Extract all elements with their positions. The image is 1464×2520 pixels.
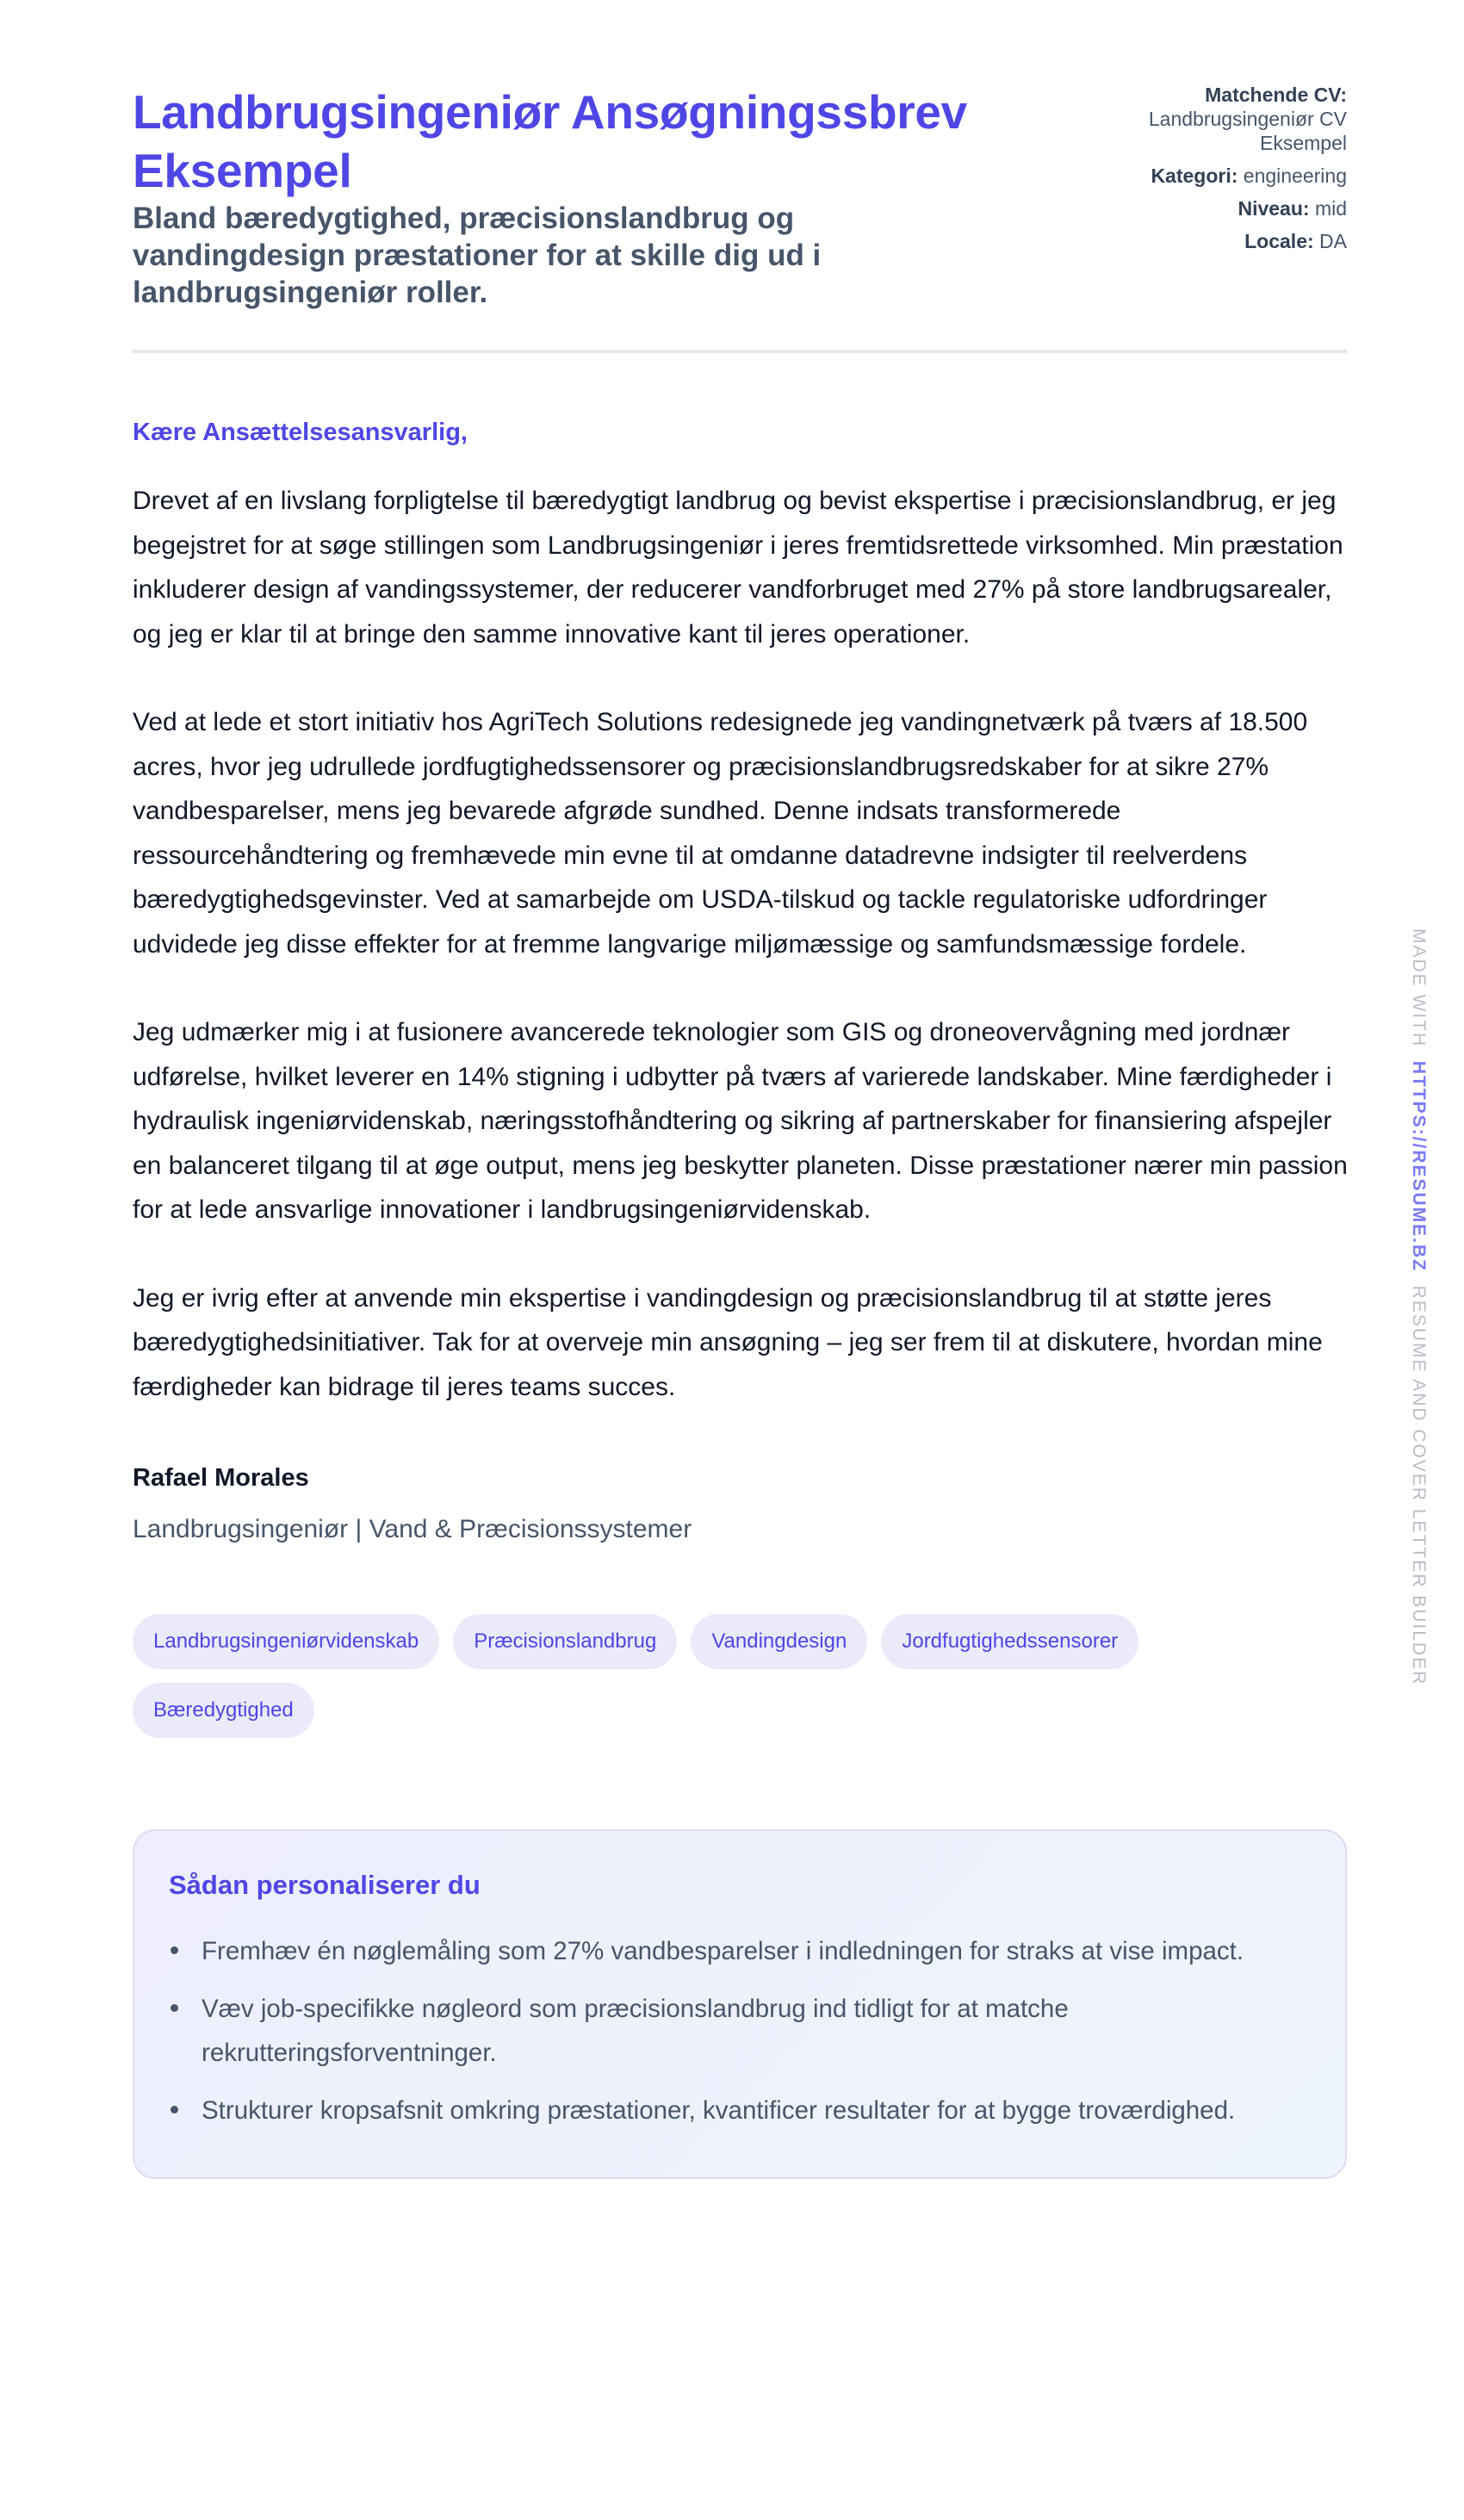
tip-text: Strukturer kropsafsnit omkring præstationer, kvantificer resultater for at bygge troværdighed. <box>202 2096 1236 2125</box>
meta-locale-value: DA <box>1319 230 1347 252</box>
tip-text: Væv job-specifikke nøgleord som præcisionslandbrug ind tidligt for at matche rekrutteringsforventninger. <box>202 1995 1069 2067</box>
tip-item <box>169 1987 1271 2075</box>
skill-tag: Præcisionslandbrug <box>453 1614 677 1669</box>
letter-paragraph: Jeg udmærker mig i at fusionere avancerede teknologier som GIS og droneovervågning med jordnær udførelse, hvilket leverer en 14% stigning i udbytter på tværs af varierede landskaber. Mine færdigheder i hydraulisk ingeniørvidenskab, næringsstofhåndtering og sikring af partnerskaber for finansiering afspejler en balanceret tilgang til at øge output, mens jeg beskytter planeten. Disse præstationer nærer min passion for at lede ansvarlige innovationer i landbrugsingeniørvidenskab. <box>133 1018 1348 1224</box>
meta-level <box>1063 196 1347 220</box>
bullet-icon <box>171 1946 178 1954</box>
watermark <box>1405 928 1431 1686</box>
personalization-tips-box <box>133 1829 1347 2179</box>
cover-letter-page <box>133 0 1347 2179</box>
skill-tag: Bæredygtighed <box>133 1683 314 1738</box>
meta-category-label: Kategori: <box>1151 164 1238 187</box>
skill-tag: Jordfugtighedssensorer <box>881 1614 1138 1669</box>
meta-locale <box>1063 229 1347 253</box>
meta-panel <box>1063 83 1347 262</box>
skill-tag: Landbrugsingeniørvidenskab <box>133 1614 439 1669</box>
tip-item <box>169 2089 1271 2132</box>
page-subtitle: Bland bæredygtighed, præcisionslandbrug og vandingdesign præstationer for at skille dig ud i landbrugsingeniør roller. <box>133 202 822 309</box>
page-title: Landbrugsingeniør Ansøgningssbrev Eksempel <box>133 85 967 197</box>
page-header <box>133 0 1347 353</box>
meta-locale-label: Locale: <box>1244 230 1314 252</box>
tips-title: Sådan personaliserer du <box>169 1870 481 1900</box>
bullet-icon <box>171 2106 178 2113</box>
letter-paragraph: Jeg er ivrig efter at anvende min ekspertise i vandingdesign og præcisionslandbrug til at støtte jeres bæredygtighedsinitiativer. Tak for at overveje min ansøgning – jeg ser frem til at diskutere, hvordan mine færdigheder kan bidrage til jeres teams succes. <box>133 1283 1323 1401</box>
watermark-suffix: RESUME AND COVER LETTER BUILDER <box>1409 1285 1429 1686</box>
watermark-prefix: MADE WITH <box>1409 928 1429 1048</box>
watermark-text <box>1405 928 1431 1685</box>
watermark-link[interactable]: HTTPS://RESUME.BZ <box>1409 1060 1429 1272</box>
meta-level-label: Niveau: <box>1238 197 1310 220</box>
signature-name: Rafael Morales <box>133 1464 309 1492</box>
skill-tag: Vandingdesign <box>691 1614 867 1669</box>
letter-greeting: Kære Ansættelsesansvarlig, <box>133 419 468 446</box>
meta-matching-cv-link[interactable]: Landbrugsingeniør CV Eksempel <box>1148 108 1347 154</box>
letter-body <box>133 479 1347 1409</box>
meta-category <box>1063 164 1347 188</box>
meta-category-value: engineering <box>1243 164 1347 187</box>
letter-paragraph: Ved at lede et stort initiativ hos AgriTech Solutions redesignede jeg vandingnetværk på tværs af 18.500 acres, hvor jeg udrullede jordfugtighedssensorer og præcisionslandbrugsredskaber for at sikre 27% vandbesparelser, mens jeg bevarede afgrøde sundhed. Denne indsats transformerede ressourcehåndtering og fremhævede min evne til at omdanne datadrevne indsigter til reelverdens bæredygtighedsgevinster. Ved at samarbejde om USDA-tilskud og tackle regulatoriske udfordringer udvidede jeg disse effekter for at fremme langvarige miljømæssige og samfundsmæssige fordele. <box>133 708 1308 959</box>
skill-tags <box>133 1614 1252 1738</box>
tips-list <box>169 1929 1311 2132</box>
bullet-icon <box>171 2004 178 2012</box>
meta-level-value: mid <box>1314 197 1347 220</box>
signature-block <box>133 1461 1347 1547</box>
meta-matching-cv-label: Matchende CV: <box>1205 84 1347 106</box>
tip-item <box>169 1929 1271 1973</box>
letter-paragraph: Drevet af en livslang forpligtelse til bæredygtigt landbrug og bevist ekspertise i præcisionslandbrug, er jeg begejstret for at søge stillingen som Landbrugsingeniør i jeres fremtidsrettede virksomhed. Min præstation inkluderer design af vandingssystemer, der reducerer vandforbruget med 27% på store landbrugsarealer, og jeg er klar til at bringe den samme innovative kant til jeres operationer. <box>133 487 1343 649</box>
meta-matching-cv <box>1063 83 1347 155</box>
tip-text: Fremhæv én nøglemåling som 27% vandbesparelser i indledningen for straks at vise impact. <box>202 1937 1244 1965</box>
signature-title: Landbrugsingeniør | Vand & Præcisionssystemer <box>133 1515 692 1543</box>
